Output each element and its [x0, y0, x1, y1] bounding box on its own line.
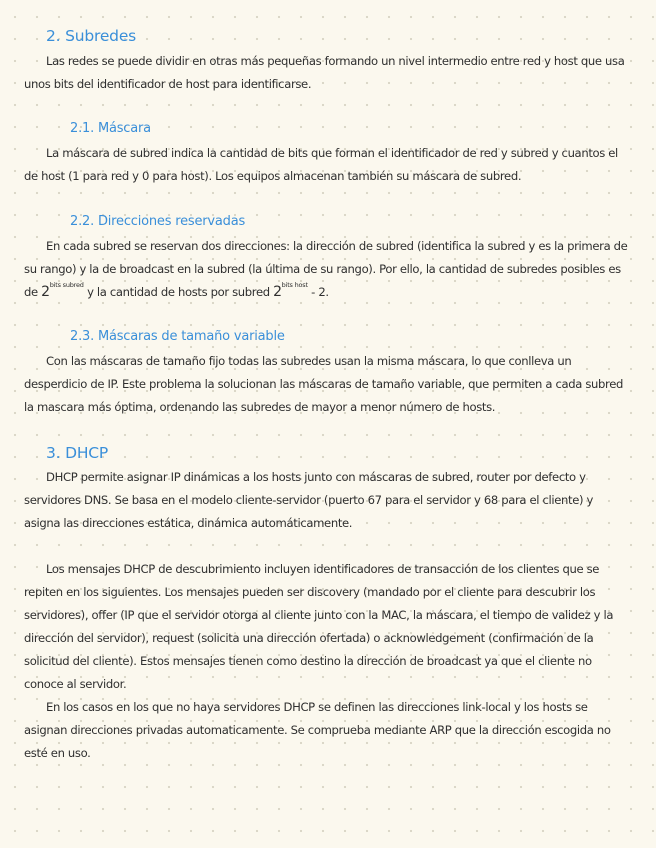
heading-dhcp: 3. DHCP [46, 444, 109, 462]
paragraph-dhcp-1 [24, 466, 630, 535]
formula-subnets-base: 2 [41, 284, 50, 300]
paragraph-mascaras-tamano-variable-text: Con las máscaras de tamaño fijo todas las subredes usan la misma máscara, lo que conlleva un desperdicio de IP. Este problema la solucionan las máscaras de tamaño variable, que permiten a cada subred la mascara más óptima, ordenando las subredes de mayor a menor número de hosts. [24, 354, 624, 414]
heading-subredes: 2. Subredes [46, 27, 137, 45]
paragraph-mascaras-tamano-variable [24, 350, 630, 419]
paragraph-subredes-text: Las redes se puede dividir en otras más pequeñas formando un nivel intermedio entre red y host que usa unos bits del identificador de host para identificarse. [24, 54, 625, 91]
paragraph-subredes [24, 50, 630, 96]
paragraph-mascara [24, 142, 630, 188]
reserved-text-b: y la cantidad de hosts por subred [83, 285, 274, 299]
paragraph-dhcp-3-text: En los casos en los que no haya servidores DHCP se definen las direcciones link-local y los hosts se asignan direcciones privadas automaticamente. Se comprueba mediante ARP que la dirección escogida no esté en uso. [24, 700, 611, 760]
heading-direcciones-reservadas: 2.2. Direcciones reservadas [70, 214, 246, 229]
paragraph-dhcp-2 [24, 558, 630, 696]
paragraph-dhcp-2-text: Los mensajes DHCP de descubrimiento incluyen identificadores de transacción de los clientes que se repiten en los siguientes. Los mensajes pueden ser discovery (mandado por el cliente para descubrir los servidores), offer (IP que el servidor otorga al cliente junto con la MAC, la máscara, el tiempo de validez y la dirección del servidor), request (solicita una dirección ofertada) o acknowledgement (confirmación de la solicitud del cliente). Estos mensajes tienen como destino la dirección de broadcast ya que el cliente no conoce al servidor. [24, 562, 614, 691]
reserved-text-c: - 2. [307, 285, 329, 299]
formula-hosts-exponent: bits host [281, 281, 308, 289]
reserved-text-a: En cada subred se reservan dos direcciones: la dirección de subred (identifica la subred y es la primera de su rango) y la de broadcast en la subred (la última de su rango). Por ello, la cantidad de subredes posibles es de [24, 239, 628, 299]
paragraph-mascara-text: La máscara de subred indica la cantidad de bits que forman el identificador de red y subred y cuantos el de host (1 para red y 0 para host). Los equipos almacenan también su máscara de subred. [24, 146, 618, 183]
paragraph-dhcp-3 [24, 696, 630, 765]
heading-mascara: 2.1. Máscara [70, 121, 151, 136]
paragraph-direcciones-reservadas-text [24, 235, 630, 304]
formula-hosts-base: 2 [273, 284, 282, 300]
paragraph-dhcp-1-text: DHCP permite asignar IP dinámicas a los hosts junto con máscaras de subred, router por defecto y servidores DNS. Se basa en el modelo cliente-servidor (puerto 67 para el servidor y 68 para el cliente) y asigna las direcciones estática, dinámica automáticamente. [24, 470, 594, 530]
formula-subnets-exponent: bits subred [49, 281, 84, 289]
paragraph-direcciones-reservadas [24, 235, 630, 304]
heading-mascaras-tamano-variable: 2.3. Máscaras de tamaño variable [70, 329, 285, 344]
